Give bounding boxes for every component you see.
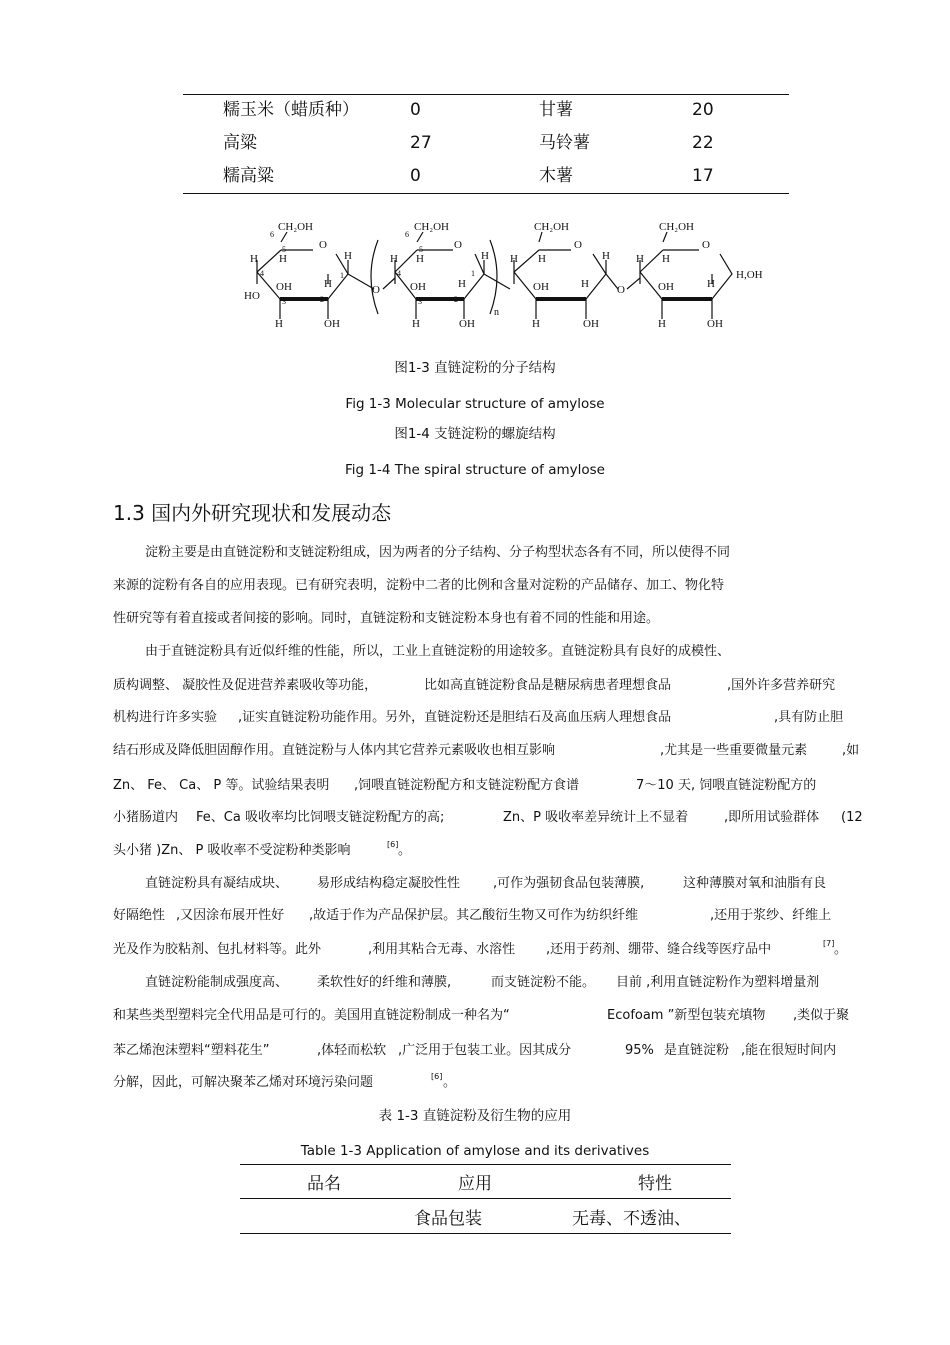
table-cell: 食品包装 <box>414 1209 482 1229</box>
table-top-rule <box>240 1164 731 1165</box>
h-label: H <box>510 253 518 265</box>
text-run: ,又因涂布展开性好 <box>176 908 285 923</box>
text-run: ,能在很短时间内 <box>741 1043 837 1058</box>
figure-caption-en: Fig 1-4 The spiral structure of amylose <box>345 462 605 478</box>
carbon-label: 6 <box>270 230 274 239</box>
carbon-label: 2 <box>320 295 324 304</box>
table-cell: 0 <box>410 100 421 120</box>
table-header-cell: 应用 <box>458 1174 492 1194</box>
table-cell: 木薯 <box>539 166 573 186</box>
amylose-structure-diagram <box>240 212 780 342</box>
text-run: 头小猪 )Zn、 P 吸收率不受淀粉种类影响 <box>113 843 351 858</box>
ch2oh-label: CH₂OH <box>414 221 450 233</box>
bracket-right <box>490 240 497 314</box>
carbon-label: 4 <box>260 269 264 278</box>
text-run: 质构调整、 凝胶性及促进营养素吸收等功能， <box>113 678 378 693</box>
glycosidic-oxygen-label: O <box>372 284 380 296</box>
text-run: ,如 <box>842 743 860 758</box>
ring-oxygen-label: O <box>574 239 582 251</box>
glucose-ring-4 <box>627 232 732 319</box>
carbon-label: 4 <box>397 269 401 278</box>
text-run: 而支链淀粉不能。 <box>491 975 596 990</box>
table-cell: 高粱 <box>223 133 257 153</box>
table-cell: 20 <box>692 100 714 120</box>
table-header-cell: 特性 <box>638 1174 672 1194</box>
glucose-ring-1 <box>257 232 374 319</box>
paragraph-line: 来源的淀粉有各自的应用表现。已有研究表明，淀粉中二者的比例和含量对淀粉的产品储存、加工、物化特 <box>113 578 725 593</box>
text-run: 是直链淀粉 <box>664 1043 730 1058</box>
text-run: 和某些类型塑料完全代用品是可行的。美国用直链淀粉制成一种名为“ <box>113 1008 510 1023</box>
table-cell: 17 <box>692 166 714 186</box>
oh-label: OH <box>533 281 549 293</box>
section-heading: 1.3 国内外研究现状和发展动态 <box>113 501 392 525</box>
text-run: 7～10 天, 饲喂直链淀粉配方的 <box>636 778 817 793</box>
ring-oxygen-label: O <box>454 239 462 251</box>
text-run: ,尤其是一些重要微量元素 <box>660 743 808 758</box>
text-run: Zn、P 吸收率差异统计上不显着 <box>503 810 689 825</box>
table-cell: 22 <box>692 133 714 153</box>
oh-label: OH <box>276 281 292 293</box>
text-run: 机构进行许多实验 <box>113 710 218 725</box>
text-run: 好隔绝性 <box>113 908 166 923</box>
text-run: ,饲喂直链淀粉配方和支链淀粉配方食谱 <box>354 778 580 793</box>
h-label: H <box>532 318 540 330</box>
table-header-rule <box>240 1198 731 1199</box>
citation: [7] <box>823 939 835 948</box>
text-run: ,类似于聚 <box>793 1008 850 1023</box>
h-oh-label: H,OH <box>736 269 763 281</box>
h-label: H <box>658 318 666 330</box>
oh-label: OH <box>658 281 674 293</box>
table-cell: 0 <box>410 166 421 186</box>
text-run: 柔软性好的纤维和薄膜, <box>317 975 452 990</box>
text-run: ,证实直链淀粉功能作用。另外，直链淀粉还是胆结石及高血压病人理想食品 <box>238 710 672 725</box>
oh-label: OH <box>583 318 599 330</box>
paragraph-line: 性研究等有着直接或者间接的影响。同时，直链淀粉和支链淀粉本身也有着不同的性能和用途。 <box>113 611 660 626</box>
table-cell: 糯玉米（蜡质种） <box>223 100 359 120</box>
figure-caption-cn: 图1-4 支链淀粉的螺旋结构 <box>394 426 556 442</box>
text-run: ,即所用试验群体 <box>724 810 820 825</box>
h-label: H <box>481 250 489 262</box>
carbon-label: 1 <box>340 271 344 280</box>
h-label: H <box>636 253 644 265</box>
table-cell: 甘薯 <box>539 100 573 120</box>
text-run: 。 <box>398 843 412 858</box>
table-cell: 马铃薯 <box>539 133 590 153</box>
carbon-label: 3 <box>282 297 286 306</box>
table-bottom-rule <box>240 1233 731 1234</box>
text-run: 分解，因此，可解决聚苯乙烯对环境污染问题 <box>113 1075 374 1090</box>
oh-label: OH <box>324 318 340 330</box>
ring-oxygen-label: O <box>702 239 710 251</box>
carbon-label: 1 <box>471 269 475 278</box>
text-run: 易形成结构稳定凝胶性性 <box>317 876 461 891</box>
text-run: 。 <box>443 1075 457 1090</box>
carbon-label: 5 <box>282 245 286 254</box>
h-label: H <box>275 318 283 330</box>
text-run: 苯乙烯泡沫塑料“塑料花生” <box>113 1043 270 1058</box>
h-label: H <box>707 278 715 290</box>
text-run: 直链淀粉具有凝结成块、 <box>145 876 289 891</box>
text-run: 直链淀粉能制成强度高、 <box>145 975 289 990</box>
h-label: H <box>416 253 424 265</box>
text-run: Zn、 Fe、 Ca、 P 等。试验结果表明 <box>113 778 330 793</box>
text-run: 目前 ,利用直链淀粉作为塑料增量剂 <box>616 975 820 990</box>
oh-label: OH <box>410 281 426 293</box>
paragraph-line: 由于直链淀粉具有近似纤维的性能，所以，工业上直链淀粉的用途较多。直链淀粉具有良好的成模性、 <box>145 644 731 659</box>
h-label: H <box>538 253 546 265</box>
text-run: Fe、Ca 吸收率均比饲喂支链淀粉配方的高; <box>196 810 445 825</box>
text-run: 结石形成及降低胆固醇作用。直链淀粉与人体内其它营养元素吸收也相互影响 <box>113 743 556 758</box>
text-run: ,故适于作为产品保护层。其乙酸衍生物又可作为纺织纤维 <box>309 908 639 923</box>
ch2oh-label: CH₂OH <box>278 221 314 233</box>
table-bottom-rule <box>183 193 789 194</box>
amylose-structure-figure <box>240 212 780 342</box>
table-cell: 无毒、不透油、 <box>572 1209 691 1229</box>
table-caption-cn: 表 1-3 直链淀粉及衍生物的应用 <box>378 1108 572 1124</box>
table-header-cell: 品名 <box>307 1174 341 1194</box>
ring-oxygen-label: O <box>319 239 327 251</box>
h-label: H <box>662 253 670 265</box>
glucose-ring-2 <box>383 232 510 319</box>
text-run: 。 <box>834 942 848 957</box>
citation: [6] <box>431 1072 443 1081</box>
text-run: (12 <box>841 810 863 825</box>
text-run: 95% <box>625 1043 654 1058</box>
text-run: 比如高直链淀粉食品是糖尿病患者理想食品 <box>424 678 672 693</box>
table-cell: 糯高粱 <box>223 166 274 186</box>
text-run: ,还用于药剂、绷带、缝合线等医疗品中 <box>546 942 772 957</box>
text-run: ,利用其粘合无毒、水溶性 <box>368 942 516 957</box>
h-label: H <box>344 250 352 262</box>
citation: [6] <box>387 840 399 849</box>
carbon-label: 3 <box>418 297 422 306</box>
h-label: H <box>279 253 287 265</box>
carbon-label: 5 <box>419 245 423 254</box>
glucose-ring-3 <box>514 232 618 319</box>
repeat-n-label: n <box>494 307 499 318</box>
carbon-label: 6 <box>405 230 409 239</box>
text-run: ,体轻而松软 <box>317 1043 387 1058</box>
text-run: ,还用于浆纱、纤维上 <box>710 908 832 923</box>
carbon-label: 2 <box>454 295 458 304</box>
table-caption-en: Table 1-3 Application of amylose and its derivatives <box>300 1143 650 1159</box>
figure-caption-en: Fig 1-3 Molecular structure of amylose <box>345 396 605 412</box>
paragraph-line: 淀粉主要是由直链淀粉和支链淀粉组成，因为两者的分子结构、分子构型状态各有不同，所以使得不同 <box>145 545 731 560</box>
ch2oh-label: CH₂OH <box>659 221 695 233</box>
oh-label: OH <box>459 318 475 330</box>
text-run: ,国外许多营养研究 <box>727 678 836 693</box>
h-label: H <box>250 253 258 265</box>
table-top-rule <box>183 94 789 95</box>
text-run: ,具有防止胆 <box>774 710 844 725</box>
h-label: H <box>458 278 466 290</box>
h-label: H <box>390 253 398 265</box>
glycosidic-oxygen-label: O <box>617 284 625 296</box>
ch2oh-label: CH₂OH <box>534 221 570 233</box>
text-run: ,广泛用于包装工业。因其成分 <box>398 1043 572 1058</box>
h-label: H <box>324 278 332 290</box>
text-run: 光及作为胶粘剂、包扎材料等。此外 <box>113 942 322 957</box>
text-run: 这种薄膜对氧和油脂有良 <box>683 876 827 891</box>
h-label: H <box>581 278 589 290</box>
oh-label: OH <box>707 318 723 330</box>
text-run: ,可作为强韧食品包装薄膜, <box>493 876 645 891</box>
table-cell: 27 <box>410 133 432 153</box>
text-run: Ecofoam ”新型包装充填物 <box>607 1008 766 1023</box>
bracket-left <box>371 240 378 314</box>
h-label: H <box>412 318 420 330</box>
figure-caption-cn: 图1-3 直链淀粉的分子结构 <box>394 360 556 376</box>
ho-label: HO <box>244 290 260 302</box>
h-label: H <box>602 250 610 262</box>
text-run: 小猪肠道内 <box>113 810 179 825</box>
